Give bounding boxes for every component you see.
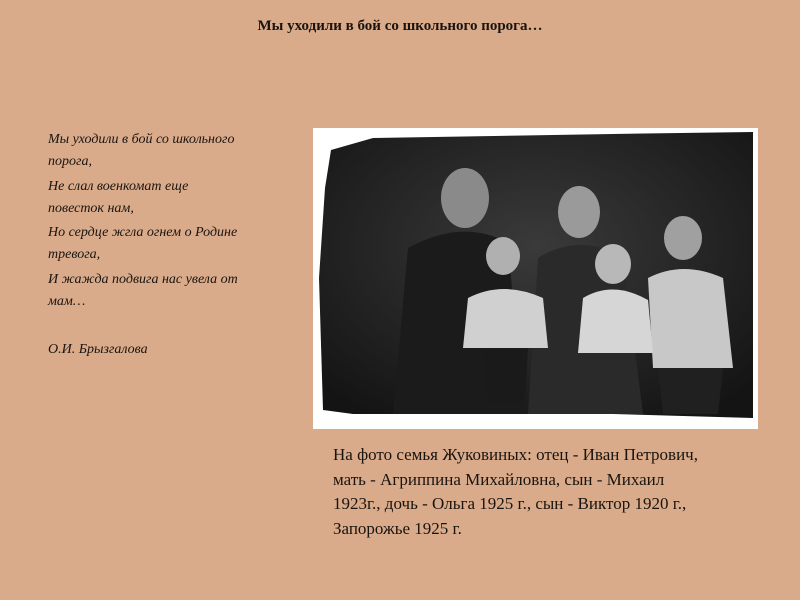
poem-line: Мы уходили в бой со школьного bbox=[48, 132, 235, 147]
poem-line: повесток нам, bbox=[48, 201, 134, 216]
caption-line: мать - Агриппина Михайловна, сын - Михаил bbox=[333, 469, 665, 489]
poem-line: Не слал военкомат еще bbox=[48, 179, 189, 194]
caption-line: 1923г., дочь - Ольга 1925 г., сын - Виктор 1920 г., bbox=[333, 494, 687, 513]
poem-line: Но сердце жгла огнем о Родине bbox=[48, 225, 238, 240]
family-photo bbox=[313, 128, 758, 429]
poem-line: порога, bbox=[48, 154, 92, 169]
slide-title: Мы уходили в бой со школьного порога… bbox=[257, 18, 543, 34]
poem-line: И жажда подвига нас увела от bbox=[48, 272, 238, 287]
poem-author: О.И. Брызгалова bbox=[48, 342, 148, 357]
caption-line: Запорожье 1925 г. bbox=[333, 518, 462, 538]
caption-line: На фото семья Жуковиных: отец - Иван Петрович, bbox=[333, 445, 698, 464]
poem-line: мам… bbox=[48, 294, 86, 309]
photo-caption bbox=[333, 443, 773, 541]
poem-line: тревога, bbox=[48, 247, 101, 262]
